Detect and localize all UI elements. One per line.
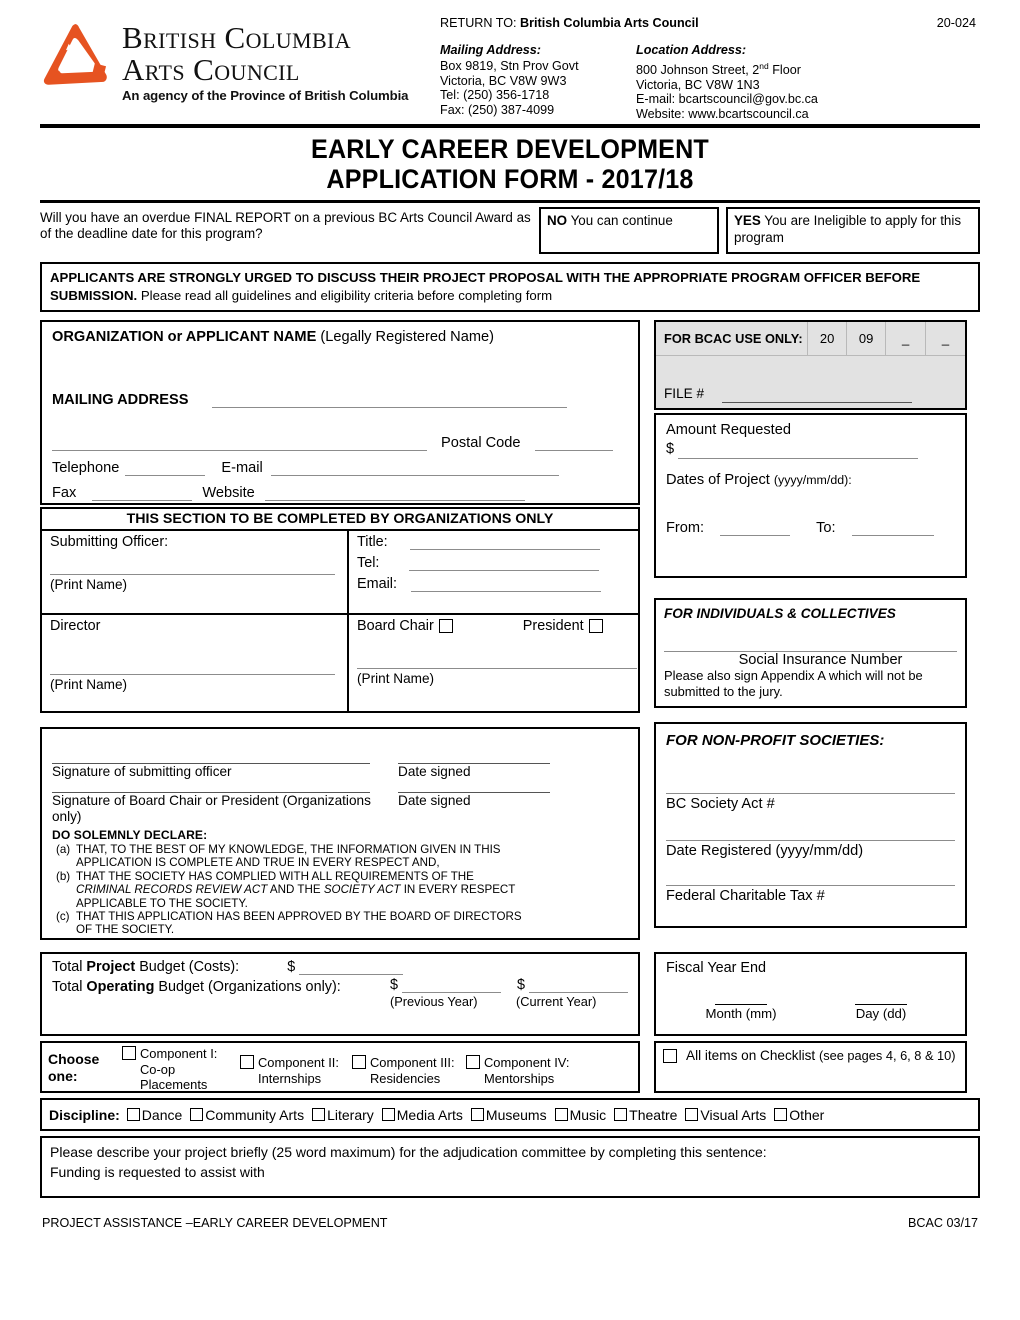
to-date-input[interactable] [852,535,934,536]
mailing-address-column [440,59,636,122]
discipline-option-label: Visual Arts [700,1106,767,1123]
chair-president-row [357,618,637,634]
organization-name-label: ORGANIZATION or APPLICANT NAME (Legally Registered Name) [52,329,494,345]
address-headings [440,43,980,57]
current-year-input[interactable] [529,992,628,993]
individuals-heading: FOR INDIVIDUALS & COLLECTIVES [664,606,896,621]
telephone-row [52,460,628,476]
organization-info-box [40,320,640,505]
overdue-yes-text: You are Ineligible to apply for this program [734,213,962,245]
logo-tagline: An agency of the Province of British Columbia [122,88,409,103]
urge-normal-text: Please read all guidelines and eligibility criteria before completing form [137,287,553,303]
address-line-2-row [52,435,628,451]
fax-label: Fax [52,485,77,501]
from-label: From: [666,520,705,536]
president-checkbox[interactable] [589,619,603,633]
file-number-input[interactable] [722,402,912,403]
appendix-a-note: Please also sign Appendix A which will not be submitted to the jury. [664,668,923,699]
date-registered-input[interactable] [666,840,955,841]
current-year-dollar-sign: $ [517,977,526,993]
discipline-label: Discipline: [49,1106,120,1123]
fax-input[interactable] [92,500,192,501]
return-to-name: British Columbia Arts Council [520,16,699,30]
location-address-column [636,59,818,122]
discipline-option-community-arts[interactable] [190,1107,304,1123]
discipline-option-label: Other [789,1106,825,1123]
discipline-checkbox-1[interactable] [190,1108,203,1121]
fiscal-year-end-label: Fiscal Year End [666,960,766,976]
declaration-text: THAT THIS APPLICATION HAS BEEN APPROVED BY THE BOARD OF DIRECTORS OF THE SOCIETY. [76,910,522,937]
component-option-2[interactable] [240,1046,344,1086]
operating-budget-inputs [390,977,628,993]
sin-label: Social Insurance Number [738,652,903,668]
declaration-text: THAT THE SOCIETY HAS COMPLIED WITH ALL REQUIREMENTS OF THE CRIMINAL RECORDS REVIEW ACT AND THE SOCIETY ACT IN EVERY RESPECT APPLICABLE TO THE SOCIETY. [76,869,516,910]
mailing-address-line: Victoria, BC V8W 9W3 [440,73,567,88]
legally-registered-note: (Legally Registered Name) [320,329,494,345]
form-title-line-1: EARLY CAREER DEVELOPMENT [311,134,709,164]
tel-label: Tel: [357,555,380,571]
signature-declaration-box [40,727,640,940]
bcac-triangle-logo-icon [40,20,112,92]
overdue-question: Will you have an overdue FINAL REPORT on a previous BC Arts Council Award as of the deadline date for this program? [40,210,531,241]
date-signed-caption-2: Date signed [398,793,471,808]
signature-officer-caption: Signature of submitting officer [52,764,232,779]
bcac-blank-cell-2[interactable]: _ [925,322,965,356]
bcac-use-only-label: FOR BCAC USE ONLY: [664,331,803,346]
return-to-row [440,16,980,31]
page-footer [40,1216,980,1230]
director-label: Director [50,618,101,634]
to-label: To: [816,520,836,536]
mailing-address-row [52,392,628,408]
title-row [357,534,630,550]
main-content [40,320,980,940]
amount-dollar-sign: $ [666,441,675,457]
discipline-option-label: Dance [141,1106,183,1123]
amount-input[interactable] [678,458,918,459]
signature-chair-caption: Signature of Board Chair or President (Organizations only) [52,793,371,824]
discipline-option-dance[interactable] [127,1107,182,1123]
tel-row-org [357,555,630,571]
fiscal-month-input[interactable] [715,1004,767,1005]
date-signed-caption-1: Date signed [398,764,471,779]
location-address-line: Victoria, BC V8W 1N3 [636,77,760,92]
footer-right: BCAC 03/17 [907,1216,978,1230]
project-budget-label: Total Project Budget (Costs): [52,959,240,975]
discipline-option-music[interactable] [555,1107,607,1123]
fiscal-day-input[interactable] [855,1004,907,1005]
submitting-officer-label: Submitting Officer: [50,534,169,550]
location-address-heading: Location Address: [636,43,747,57]
declare-heading: DO SOLEMNLY DECLARE: [52,828,208,842]
overdue-no-option[interactable] [539,207,719,254]
discipline-checkbox-0[interactable] [127,1108,140,1121]
postal-code-label: Postal Code [441,435,521,451]
logo-line-2: Arts Council [122,52,300,87]
discipline-option-label: Community Arts [205,1106,305,1123]
mailing-address-input[interactable] [212,407,567,408]
director-row [42,615,638,711]
bcac-code-cell: 09 [846,322,885,356]
amount-dollar-row [666,440,955,459]
discipline-checkbox-2[interactable] [312,1108,325,1121]
logo-line-1: British Columbia [122,20,352,55]
non-profit-heading: FOR NON-PROFIT SOCIETIES: [666,732,885,749]
telephone-label: Telephone [52,460,120,476]
bcac-year-cell: 20 [807,322,846,356]
telephone-input[interactable] [125,475,205,476]
component-4-checkbox[interactable] [466,1055,480,1069]
declaration-marker: (b) [56,869,71,883]
previous-year-caption: (Previous Year) [390,994,478,1009]
budget-year-captions [390,994,628,1009]
declaration-item [52,870,628,910]
bcac-blank-cell-1[interactable]: _ [885,322,925,356]
project-budget-row [52,959,628,975]
declaration-marker: (c) [56,910,70,924]
declaration-list [52,843,628,937]
budget-row [40,952,980,1036]
mailing-address-line: Fax: (250) 387-4099 [440,102,555,117]
submitting-officer-input[interactable] [50,574,335,575]
from-date-input[interactable] [720,535,790,536]
discipline-option-media-arts[interactable] [382,1107,463,1123]
organizations-only-section [40,507,640,713]
email-input[interactable] [271,475,559,476]
form-code: 20-024 [936,16,976,30]
submitting-officer-row [42,531,638,615]
fiscal-day-label: Day (dd) [855,1006,907,1021]
overdue-no-text: You can continue [567,213,673,228]
mailing-address-line: Box 9819, Stn Prov Govt [440,59,579,73]
discipline-checkbox-6[interactable] [614,1108,627,1121]
form-title-line-2: APPLICATION FORM - 2017/18 [326,164,694,194]
applicants-urged-notice [40,262,980,312]
operating-budget-label: Total Operating Budget (Organizations only): [52,979,341,995]
component-option-4[interactable] [466,1046,576,1086]
discipline-checkbox-5[interactable] [555,1108,568,1121]
organizations-only-heading: THIS SECTION TO BE COMPLETED BY ORGANIZATIONS ONLY [42,509,638,531]
bcac-use-only-header [656,322,965,356]
bcac-use-only-box [654,320,967,410]
component-2-label: Component II: Internships [258,1055,339,1086]
submitting-officer-cell [42,531,349,613]
file-number-label: FILE # [664,386,705,401]
project-description-box[interactable] [40,1136,980,1198]
signature-officer-captions [52,764,628,780]
declaration-item [52,843,628,870]
website-input[interactable] [265,500,525,501]
component-1-label: Component I: Co-op Placements [140,1046,218,1092]
discipline-option-label: Media Arts [396,1106,463,1123]
discipline-checkbox-8[interactable] [774,1108,787,1121]
email-input-org[interactable] [411,591,601,592]
location-address-line: E-mail: bcartscouncil@gov.bc.ca [636,92,818,107]
checklist-box[interactable] [654,1041,967,1093]
budget-box [40,952,640,1036]
president-label: President [522,618,584,634]
choose-one-label: Choose one: [48,1051,100,1084]
discipline-option-visual-arts[interactable] [685,1107,766,1123]
title-label: Title: [357,534,388,550]
discipline-box [40,1098,980,1131]
overdue-yes-option[interactable] [726,207,980,254]
discipline-options [127,1107,833,1123]
officer-contact-cell [349,531,638,613]
submitting-officer-print-name: (Print Name) [50,577,128,592]
page-header [40,0,980,124]
discipline-option-other[interactable] [774,1107,824,1123]
component-option-3[interactable] [352,1046,458,1086]
individuals-collectives-box [654,598,967,708]
website-label: Website [202,485,255,501]
charitable-tax-input[interactable] [666,885,955,886]
fiscal-year-end-box [654,952,967,1036]
discipline-checkbox-4[interactable] [471,1108,484,1121]
director-input[interactable] [50,674,335,675]
fiscal-month-cell [666,1004,816,1021]
discipline-option-label: Literary [327,1106,374,1123]
logo-wordmark [122,20,408,103]
overdue-report-row [40,207,980,254]
previous-year-input[interactable] [402,992,501,993]
discipline-option-museums[interactable] [471,1107,547,1123]
discipline-option-theatre[interactable] [614,1107,677,1123]
mailing-address-line: Tel: (250) 356-1718 [440,88,550,103]
declaration-marker: (a) [56,843,71,856]
address-rows [440,59,980,122]
checklist-text: All items on Checklist (see pages 4, 6, 8 & 10) [686,1048,956,1063]
component-2-checkbox[interactable] [240,1055,254,1069]
discipline-option-label: Museums [485,1106,547,1123]
project-dollar-sign: $ [287,959,296,975]
mailing-address-label: MAILING ADDRESS [52,392,189,408]
date-registered-label: Date Registered (yyyy/mm/dd) [666,843,864,859]
urge-bold-text: APPLICANTS ARE STRONGLY URGED TO DISCUSS THEIR PROJECT PROPOSAL WITH THE APPROPRIATE PROGRAM OFFICER BEFORE SUBMISSION. [50,270,921,303]
current-year-caption: (Current Year) [516,994,597,1009]
declaration-text: THAT, TO THE BEST OF MY KNOWLEDGE, THE INFORMATION GIVEN IN THIS APPLICATION IS COMPLETE AND TRUE IN EVERY RESPECT AND, [76,843,501,870]
chair-president-input[interactable] [357,668,637,669]
project-dates-row [666,520,955,536]
fiscal-inputs-row [666,1004,955,1021]
director-print-name: (Print Name) [50,677,128,692]
discipline-option-literary[interactable] [312,1107,374,1123]
discipline-checkbox-3[interactable] [382,1108,395,1121]
director-cell [42,615,349,711]
discipline-option-label: Music [569,1106,607,1123]
location-address-line-1: 800 Johnson Street, 2nd Floor [636,61,801,78]
dates-format-note: (yyyy/mm/dd): [773,473,852,487]
email-label-org: Email: [357,576,397,592]
component-1-checkbox[interactable] [122,1046,136,1060]
sin-input[interactable] [664,629,957,652]
component-3-checkbox[interactable] [352,1055,366,1069]
mailing-address-heading: Mailing Address: [440,43,541,57]
component-4-label: Component IV: Mentorships [484,1055,570,1086]
address-line-2-input[interactable] [52,450,427,451]
title-input[interactable] [410,549,600,550]
bcac-file-row [656,356,965,409]
component-3-label: Component III: Residencies [370,1055,455,1086]
describe-line-2: Funding is requested to assist with [50,1164,265,1180]
footer-left: PROJECT ASSISTANCE –EARLY CAREER DEVELOPMENT [42,1216,388,1230]
amount-requested-box [654,413,967,578]
location-address-line: Website: www.bcartscouncil.ca [636,106,809,121]
overdue-no-label: NO [547,213,568,228]
board-chair-checkbox[interactable] [439,619,453,633]
left-column [40,320,640,940]
board-chair-president-cell [349,615,645,711]
right-column [654,320,967,940]
return-to-label: RETURN TO: [440,16,517,30]
project-budget-input[interactable] [299,974,403,975]
describe-line-1: Please describe your project briefly (25 word maximum) for the adjudication committee by completing this sentence: [50,1144,767,1160]
fiscal-day-cell [816,1004,946,1021]
discipline-checkbox-7[interactable] [685,1108,698,1121]
contact-block [440,14,980,122]
dates-of-project-label: Dates of Project (yyyy/mm/dd): [666,472,852,488]
overdue-yes-label: YES [734,213,761,228]
title-divider-bottom [40,200,980,203]
society-act-input[interactable] [666,793,955,794]
charitable-tax-label: Federal Charitable Tax # [666,888,825,904]
amount-requested-label: Amount Requested [666,422,791,438]
component-selection-box [40,1041,640,1093]
declaration-item [52,910,628,937]
checklist-checkbox[interactable] [663,1049,677,1063]
discipline-option-label: Theatre [629,1106,678,1123]
component-row [40,1041,980,1093]
previous-year-dollar-sign: $ [390,977,399,993]
postal-code-input[interactable] [535,450,613,451]
component-option-1[interactable] [122,1046,232,1093]
fiscal-month-label: Month (mm) [705,1006,777,1021]
email-row-org [357,576,630,592]
board-chair-label: Board Chair [357,618,434,634]
non-profit-societies-box [654,722,967,928]
bcac-logo [40,14,440,103]
signature-chair-captions [52,793,628,825]
email-label: E-mail [221,460,263,476]
checklist-pages-note: (see pages 4, 6, 8 & 10) [818,1048,956,1063]
society-act-label: BC Society Act # [666,796,775,812]
chair-president-print-name: (Print Name) [357,671,435,686]
tel-input[interactable] [409,570,599,571]
fax-row [52,485,628,501]
